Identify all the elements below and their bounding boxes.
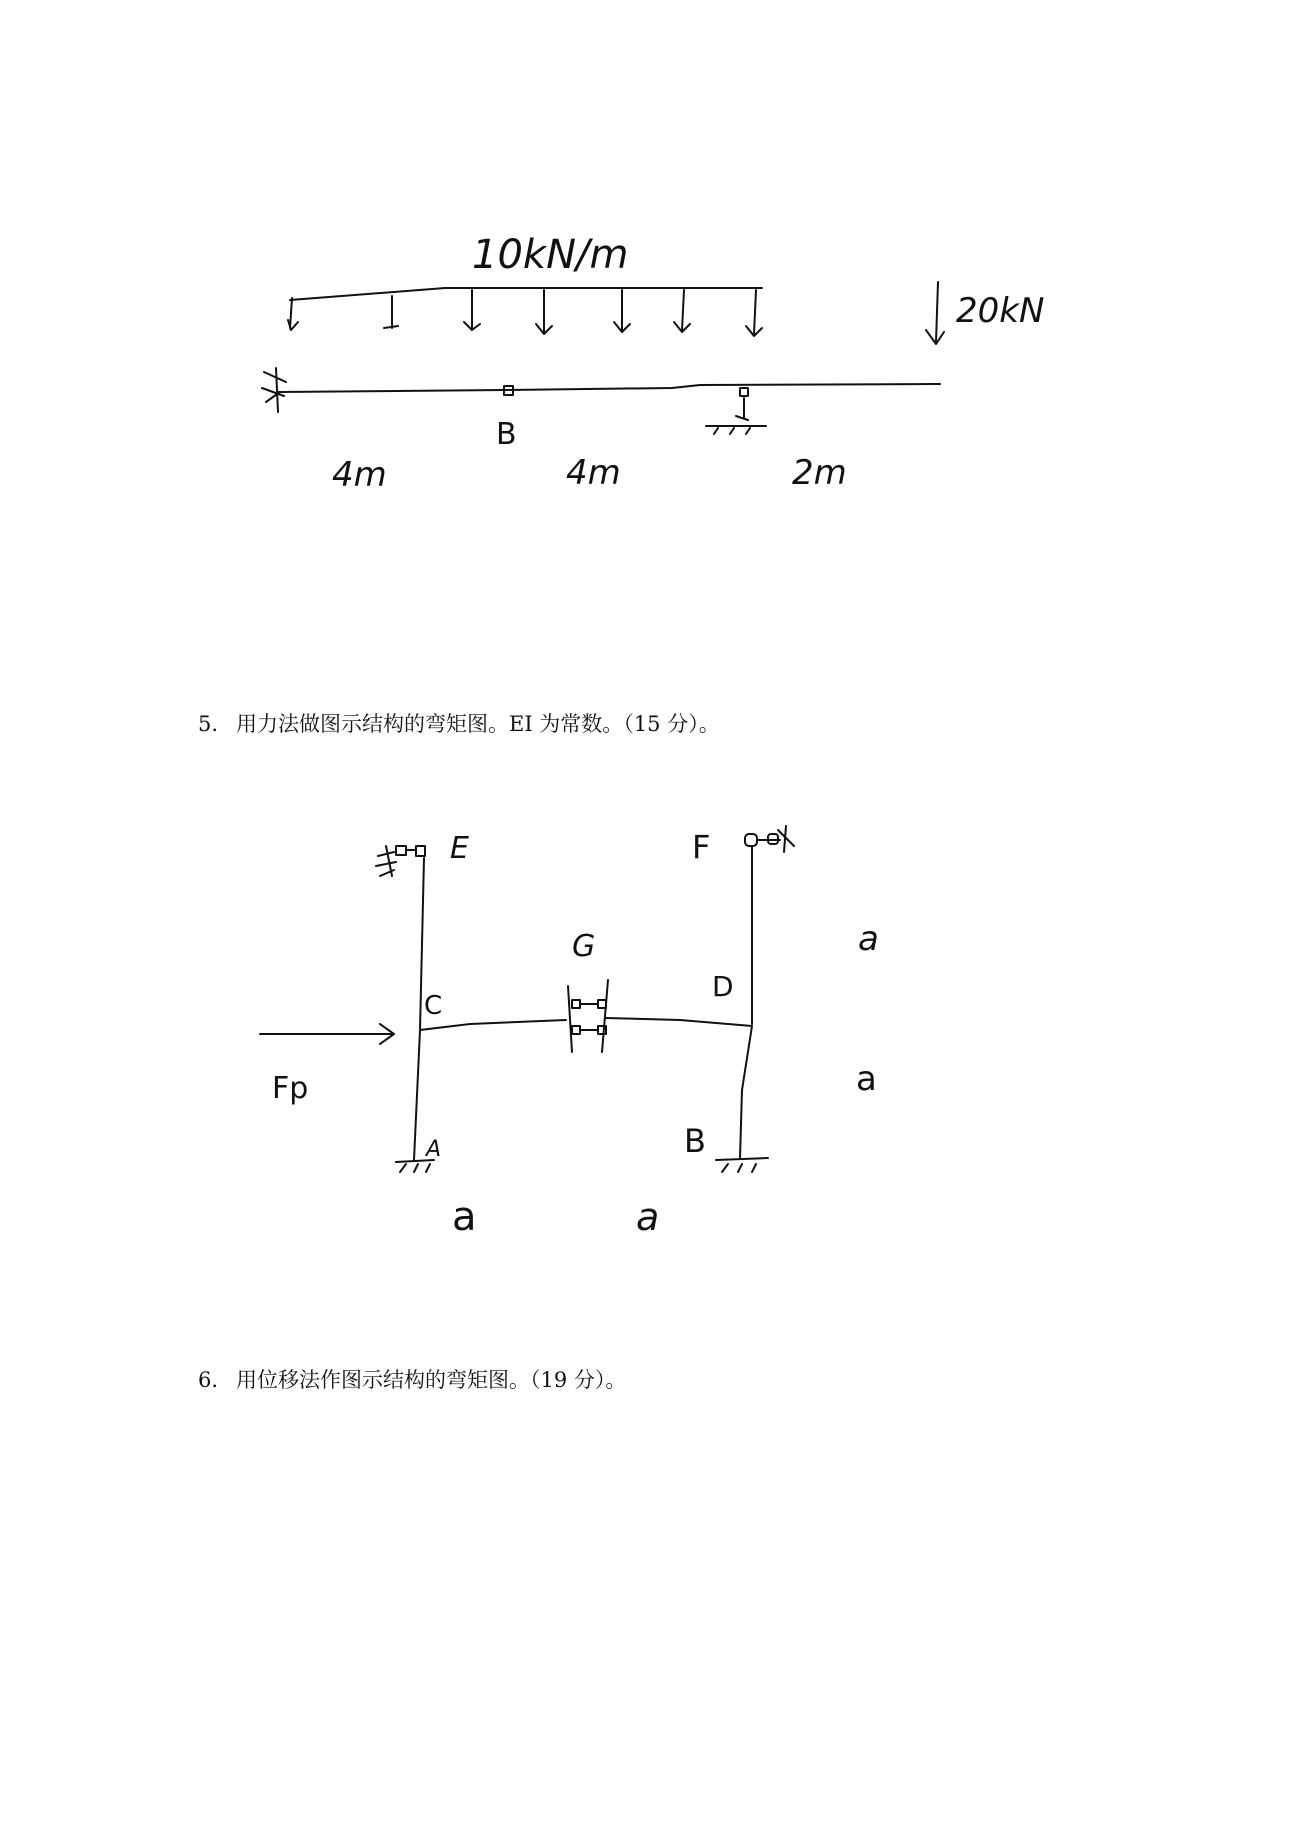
joint-g (568, 980, 608, 1052)
dim-bottom-left: a (452, 1194, 477, 1240)
column-d-b (740, 1026, 752, 1158)
node-b-label: B (684, 1122, 706, 1160)
node-f-label: F (692, 828, 711, 866)
node-e-label: E (450, 831, 469, 866)
support-b (716, 1158, 768, 1172)
beam-g-d (606, 1018, 752, 1026)
beam-c-g (420, 1020, 566, 1030)
force-arrow (260, 1024, 394, 1044)
span-1-label: 4m (332, 455, 387, 495)
question-6 (198, 1364, 626, 1394)
span-3-label: 2m (792, 453, 847, 493)
span-2-label: 4m (566, 453, 621, 493)
dim-right-top: a (858, 919, 879, 959)
node-d-label: D (712, 970, 734, 1003)
force-label: Fp (272, 1071, 309, 1106)
question-6-text: 用位移法作图示结构的弯矩图。（19 分）。 (236, 1368, 627, 1392)
dim-bottom-right: a (636, 1195, 660, 1239)
node-a-label: A (426, 1137, 442, 1162)
question-5-number: 5. (198, 712, 219, 736)
node-g-label: G (572, 929, 596, 964)
question-5-text: 用力法做图示结构的弯矩图。EI 为常数。（15 分）。 (236, 712, 720, 736)
load-label: 10kN/m (472, 232, 629, 278)
support-e (376, 846, 425, 876)
dim-right-bottom: a (856, 1059, 877, 1099)
node-b-label: B (496, 417, 517, 452)
column-left (414, 858, 424, 1160)
point-load-label: 20kN (956, 291, 1045, 331)
node-c-label: C (424, 991, 443, 1021)
question-6-number: 6. (198, 1368, 219, 1392)
